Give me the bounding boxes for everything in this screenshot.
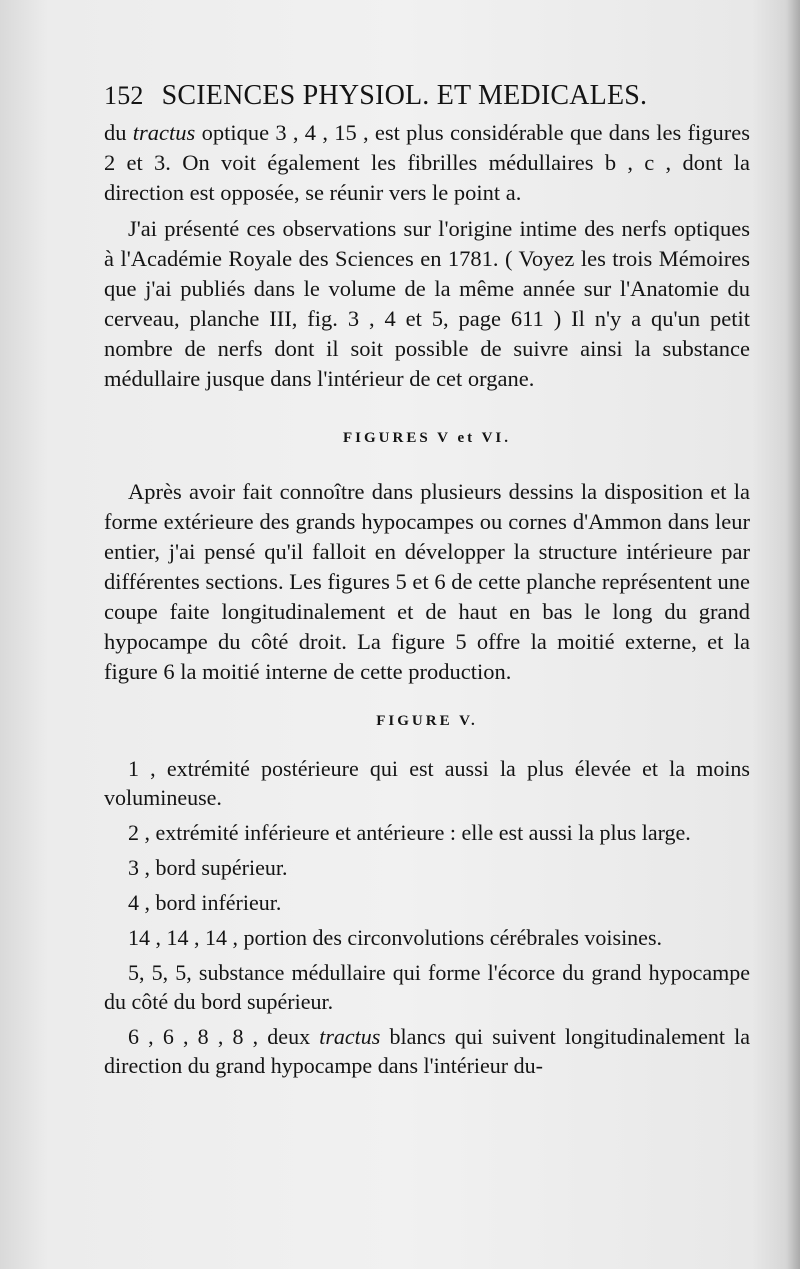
list-item: 2 , extrémité inférieure et antérieure : elle est aussi la plus large. <box>128 820 691 845</box>
running-title: SCIENCES PHYSIOL. ET MEDICALES. <box>161 80 648 111</box>
list-item <box>104 1022 750 1080</box>
paragraph-1-rest: optique 3 , 4 , 15 , est plus considérable que dans les figures 2 et 3. On voit également les fibrilles médullaires b , c , dont la direction est opposée, se réunir vers le point a. <box>104 120 750 205</box>
running-head <box>104 80 750 112</box>
list-item: 5, 5, 5, substance médullaire qui forme l'écorce du grand hypocampe du côté du bord supérieur. <box>104 960 750 1014</box>
list-item: 3 , bord supérieur. <box>128 855 288 880</box>
text-block <box>104 80 750 1086</box>
paragraph-1 <box>104 118 750 208</box>
list-item-italic-term: tractus <box>319 1024 381 1049</box>
list-item-rest: blancs qui suivent longitudinalement la direction du grand hypocampe dans l'intérieur du- <box>104 1024 750 1078</box>
paragraph-1-italic-term: tractus <box>132 120 196 145</box>
list-item: 1 , extrémité postérieure qui est aussi la plus élevée et la moins volumineuse. <box>104 756 750 810</box>
page-gutter-shadow <box>786 0 800 1269</box>
list-item-start: 6 , 6 , 8 , 8 , deux <box>128 1024 320 1049</box>
page-number: 152 <box>104 81 144 110</box>
paragraph-1-start: du <box>104 120 133 145</box>
list-item: 14 , 14 , 14 , portion des circonvolutions cérébrales voisines. <box>128 925 663 950</box>
section-heading-figure-v: FIGURE V. <box>376 713 478 729</box>
list-item: 4 , bord inférieur. <box>128 890 282 915</box>
paragraph-2: J'ai présenté ces observations sur l'origine intime des nerfs optiques à l'Académie Royale des Sciences en 1781. ( Voyez les trois Mémoires que j'ai publiés dans le volume de la même année sur l'Anatomie du cerveau, planche III, fig. 3 , 4 et 5, page 611 ) Il n'y a qu'un petit nombre de nerfs dont il soit possible de suivre ainsi la substance médullaire jusque dans l'intérieur de cet organe. <box>104 216 750 391</box>
section-1-text: Après avoir fait connoître dans plusieurs dessins la disposition et la forme extérieure des grands hypocampes ou cornes d'Ammon dans leur entier, j'ai pensé qu'il falloit en développer la structure intérieure par différentes sections. Les figures 5 et 6 de cette planche représentent une coupe faite longitudinalement et de haut en bas le long du grand hypocampe du côté droit. La figure 5 offre la moitié externe, et la figure 6 la moitié interne de cette production. <box>104 479 750 684</box>
section-heading-figures-v-vi: FIGURES V et VI. <box>342 430 512 446</box>
